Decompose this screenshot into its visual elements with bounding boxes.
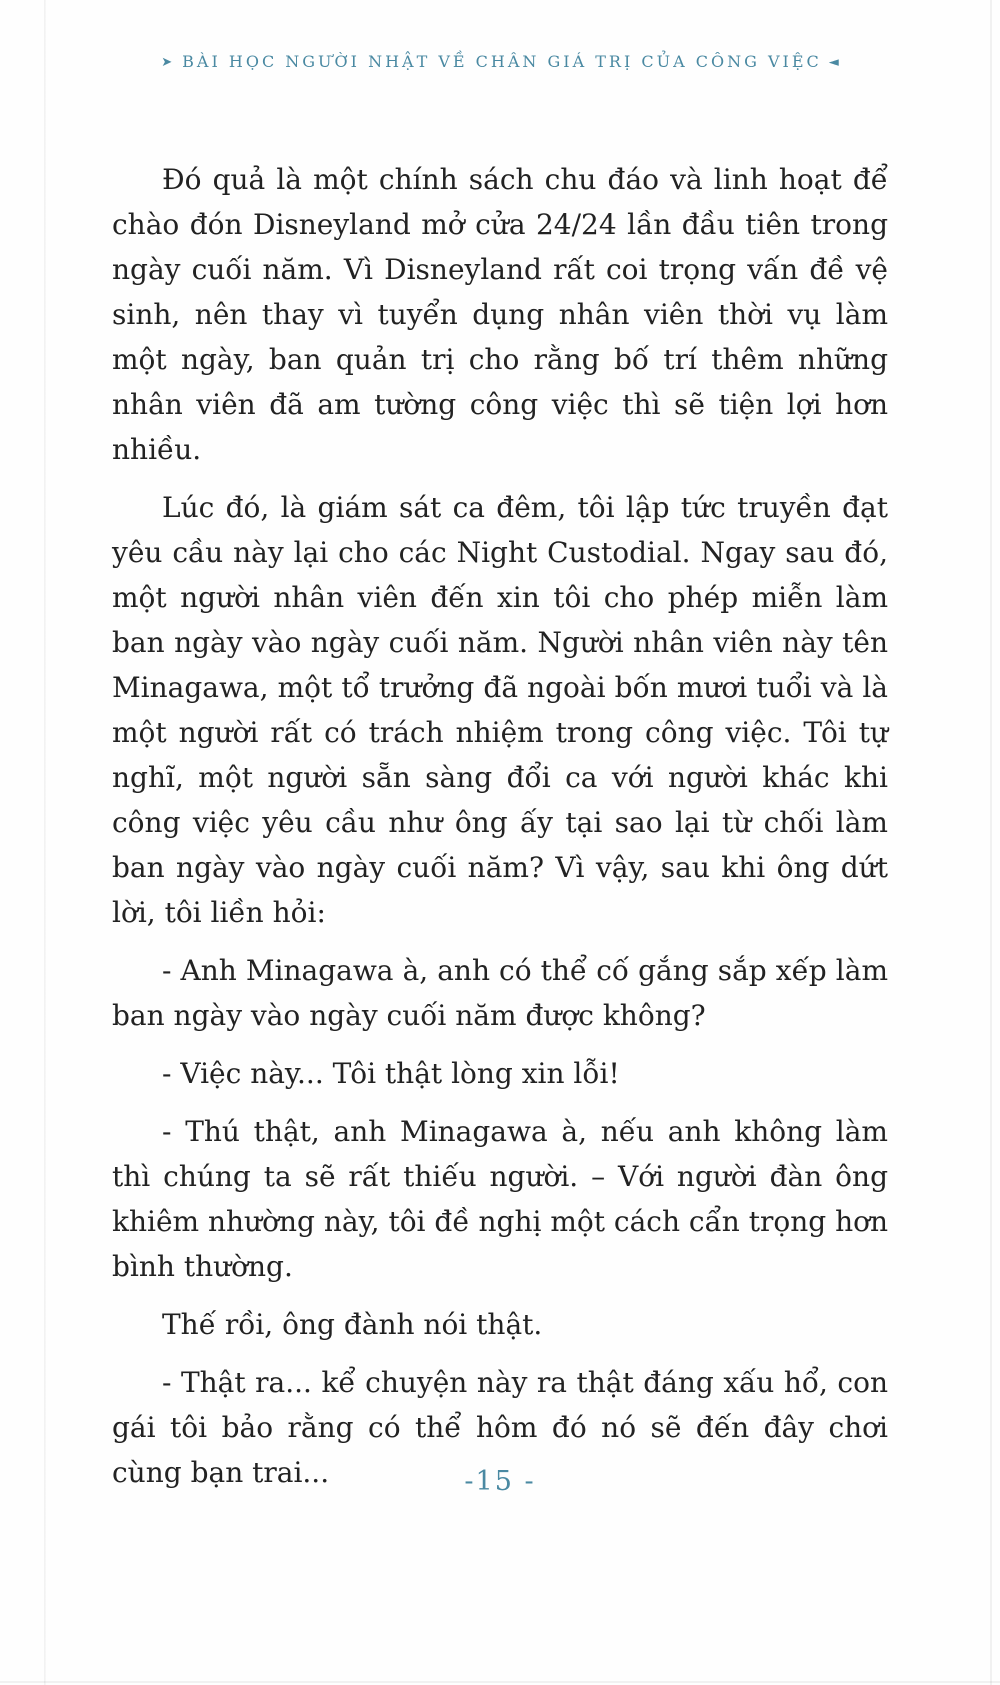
- paragraph: Đó quả là một chính sách chu đáo và linh hoạt để chào đón Disneyland mở cửa 24/24 lần đầu tiên trong ngày cuối năm. Vì Disneyland rất coi trọng vấn đề vệ sinh, nên thay vì tuyển dụng nhân viên thời vụ làm một ngày, ban quản trị cho rằng bố trí thêm những nhân viên đã am tường công việc thì sẽ tiện lợi hơn nhiều.: [112, 163, 888, 466]
- page-number: -15 -: [464, 1466, 536, 1497]
- scan-edge-right: [990, 0, 992, 1685]
- paragraph: Lúc đó, là giám sát ca đêm, tôi lập tức truyền đạt yêu cầu này lại cho các Night Custodial. Ngay sau đó, một người nhân viên đến xin tôi cho phép miễn làm ban ngày vào ngày cuối năm. Người nhân viên này tên Minagawa, một tổ trưởng đã ngoài bốn mươi tuổi và là một người rất có trách nhiệm trong công việc. Tôi tự nghĩ, một người sẵn sàng đổi ca với người khác khi công việc yêu cầu như ông ấy tại sao lại từ chối làm ban ngày vào ngày cuối năm? Vì vậy, sau khi ông dứt lời, tôi liền hỏi:: [112, 491, 888, 929]
- right-triangle-icon: ➤: [161, 55, 173, 70]
- page-body: [112, 157, 888, 1495]
- left-triangle-icon: ◄: [828, 55, 839, 70]
- paragraph-dialogue: - Anh Minagawa à, anh có thể cố gắng sắp xếp làm ban ngày vào ngày cuối năm được không?: [112, 954, 888, 1032]
- scan-edge-left: [44, 0, 46, 1685]
- running-header-title: BÀI HỌC NGƯỜI NHẬT VỀ CHÂN GIÁ TRỊ CỦA CÔNG VIỆC: [182, 52, 822, 71]
- paragraph-dialogue: - Thật ra... kể chuyện này ra thật đáng xấu hổ, con gái tôi bảo rằng có thể hôm đó nó sẽ đến đây chơi cùng bạn trai...: [112, 1366, 888, 1489]
- paragraph-dialogue: - Việc này... Tôi thật lòng xin lỗi!: [162, 1057, 620, 1090]
- running-header: [0, 0, 1000, 71]
- paragraph-dialogue: - Thú thật, anh Minagawa à, nếu anh không làm thì chúng ta sẽ rất thiếu người. – Với người đàn ông khiêm nhường này, tôi đề nghị một cách cẩn trọng hơn bình thường.: [112, 1115, 888, 1283]
- paragraph: Thế rồi, ông đành nói thật.: [162, 1308, 543, 1341]
- scan-edge-bottom: [0, 1681, 1000, 1683]
